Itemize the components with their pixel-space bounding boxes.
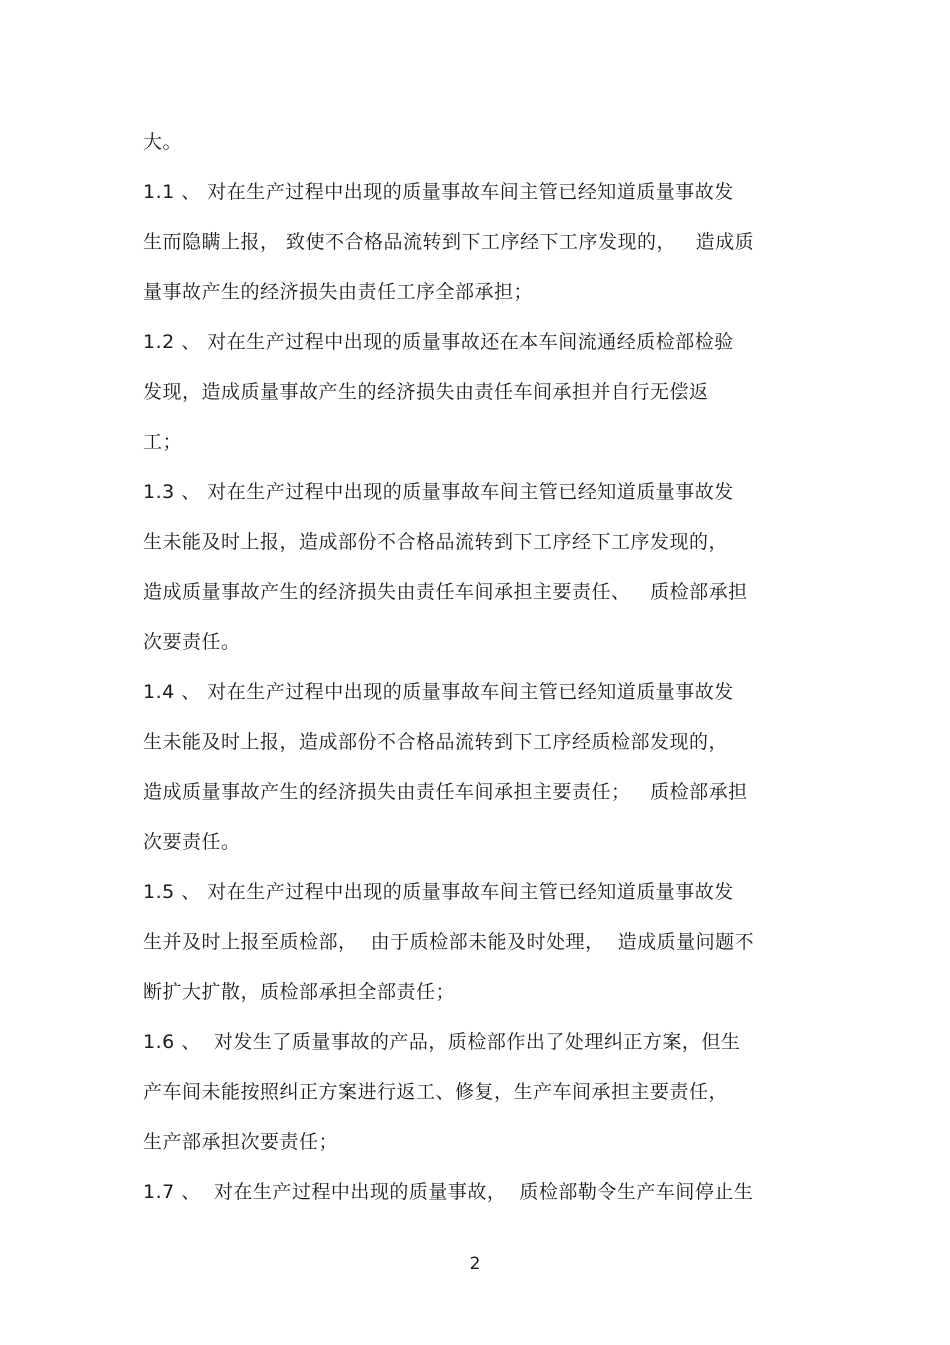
text-line: 1.7 、 对在生产过程中出现的质量事故， 质检部勒令生产车间停止生 bbox=[143, 1181, 754, 1203]
text-line: 1.1 、 对在生产过程中出现的质量事故车间主管已经知道质量事故发 bbox=[143, 181, 734, 203]
text-line: 次要责任。 bbox=[143, 631, 241, 653]
text-line: 断扩大扩散，质检部承担全部责任； bbox=[143, 981, 456, 1003]
text-line: 大。 bbox=[143, 131, 183, 153]
text-line: 量事故产生的经济损失由责任工序全部承担； bbox=[143, 281, 534, 303]
text-line: 发现，造成质量事故产生的经济损失由责任车间承担并自行无偿返 bbox=[143, 381, 709, 403]
text-line: 生产部承担次要责任； bbox=[143, 1131, 339, 1153]
text-line: 造成质量事故产生的经济损失由责任车间承担主要责任； 质检部承担 bbox=[143, 781, 748, 803]
text-line: 1.5 、 对在生产过程中出现的质量事故车间主管已经知道质量事故发 bbox=[143, 881, 734, 903]
text-line: 生未能及时上报，造成部份不合格品流转到下工序经下工序发现的， bbox=[143, 531, 729, 553]
text-line: 生未能及时上报，造成部份不合格品流转到下工序经质检部发现的， bbox=[143, 731, 729, 753]
text-line: 1.3 、 对在生产过程中出现的质量事故车间主管已经知道质量事故发 bbox=[143, 481, 734, 503]
text-line: 1.2 、 对在生产过程中出现的质量事故还在本车间流通经质检部检验 bbox=[143, 331, 734, 353]
text-line: 1.6 、 对发生了质量事故的产品，质检部作出了处理纠正方案，但生 bbox=[143, 1031, 741, 1053]
page-number: 2 bbox=[469, 1254, 481, 1274]
text-line: 生并及时上报至质检部， 由于质检部未能及时处理， 造成质量问题不 bbox=[143, 931, 755, 953]
text-line: 1.4 、 对在生产过程中出现的质量事故车间主管已经知道质量事故发 bbox=[143, 681, 734, 703]
text-line: 生而隐瞒上报， 致使不合格品流转到下工序经下工序发现的， 造成质 bbox=[143, 231, 755, 253]
text-line: 产车间未能按照纠正方案进行返工、修复，生产车间承担主要责任， bbox=[143, 1081, 729, 1103]
text-line: 造成质量事故产生的经济损失由责任车间承担主要责任、 质检部承担 bbox=[143, 581, 748, 603]
text-line: 次要责任。 bbox=[143, 831, 241, 853]
text-line: 工； bbox=[143, 431, 183, 453]
